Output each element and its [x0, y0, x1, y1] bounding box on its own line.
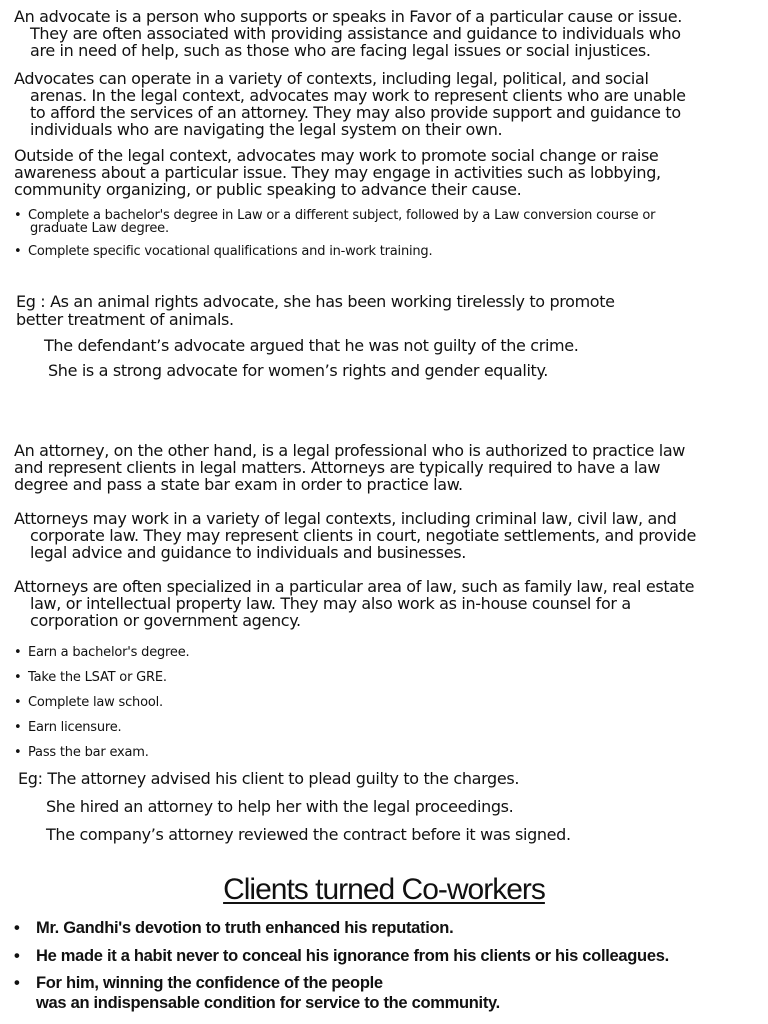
- bullet-text: Take the LSAT or GRE.: [28, 670, 167, 685]
- clients-bullet-3: [14, 973, 764, 1013]
- advocate-example-1-continued: better treatment of animals.: [16, 310, 234, 329]
- advocate-paragraph-1: [14, 8, 754, 59]
- advocate-example-2: The defendant’s advocate argued that he was not guilty of the crime.: [44, 336, 579, 355]
- bullet-text: Complete law school.: [28, 695, 163, 710]
- text-line: legal advice and guidance to individuals and businesses.: [30, 543, 466, 562]
- bullet-dot: •: [14, 244, 22, 259]
- attorney-example-3: The company’s attorney reviewed the contract before it was signed.: [46, 825, 571, 844]
- text-line: law, or intellectual property law. They may also work as in-house counsel for a: [30, 594, 631, 613]
- text-line: to afford the services of an attorney. They may also provide support and guidance to: [30, 103, 681, 122]
- bullet-dot: •: [14, 670, 22, 685]
- bullet-dot: •: [14, 745, 22, 760]
- text-line: awareness about a particular issue. They may engage in activities such as lobbying,: [14, 163, 661, 182]
- text-line: Attorneys are often specialized in a particular area of law, such as family law, real estate: [14, 577, 695, 596]
- bullet-text: Complete specific vocational qualifications and in-work training.: [28, 244, 433, 259]
- text-line: They are often associated with providing assistance and guidance to individuals who: [30, 24, 681, 43]
- bullet-text: graduate Law degree.: [30, 221, 169, 236]
- bullet-text: Complete a bachelor's degree in Law or a different subject, followed by a Law conversion course or: [28, 208, 656, 223]
- bullet-dot: •: [14, 919, 20, 937]
- text-line: Attorneys may work in a variety of legal contexts, including criminal law, civil law, and: [14, 509, 677, 528]
- bullet-text: For him, winning the confidence of the people: [36, 974, 383, 992]
- attorney-bullet-3: [14, 696, 754, 709]
- attorney-bullet-1: [14, 646, 754, 659]
- attorney-paragraph-2: [14, 510, 754, 561]
- bullet-text: Mr. Gandhi's devotion to truth enhanced his reputation.: [36, 919, 454, 937]
- text-line: corporate law. They may represent clients in court, negotiate settlements, and provide: [30, 526, 696, 545]
- attorney-bullet-4: [14, 721, 754, 734]
- text-line: corporation or government agency.: [30, 611, 301, 630]
- bullet-dot: •: [14, 645, 22, 660]
- attorney-paragraph-1: [14, 442, 754, 493]
- clients-bullet-1: [14, 918, 764, 938]
- bullet-text: Pass the bar exam.: [28, 745, 149, 760]
- attorney-bullet-2: [14, 671, 754, 684]
- text-line: Advocates can operate in a variety of contexts, including legal, political, and social: [14, 69, 649, 88]
- text-line: and represent clients in legal matters. Attorneys are typically required to have a law: [14, 458, 661, 477]
- advocate-paragraph-2: [14, 70, 754, 138]
- attorney-paragraph-3: [14, 578, 754, 629]
- bullet-text: He made it a habit never to conceal his ignorance from his clients or his colleagues.: [36, 947, 669, 965]
- text-line: are in need of help, such as those who are facing legal issues or social injustices.: [30, 41, 651, 60]
- advocate-example-1: Eg : As an animal rights advocate, she has been working tirelessly to promote: [16, 292, 615, 311]
- bullet-dot: •: [14, 695, 22, 710]
- text-line: arenas. In the legal context, advocates may work to represent clients who are unable: [30, 86, 686, 105]
- text-line: An advocate is a person who supports or speaks in Favor of a particular cause or issue.: [14, 7, 682, 26]
- bullet-dot: •: [14, 208, 22, 223]
- attorney-example-2: She hired an attorney to help her with the legal proceedings.: [46, 797, 514, 816]
- bullet-text: Earn licensure.: [28, 720, 122, 735]
- bullet-dot: •: [14, 974, 20, 992]
- section-heading: Clients turned Co-workers: [223, 873, 545, 906]
- text-line: An attorney, on the other hand, is a legal professional who is authorized to practice law: [14, 441, 686, 460]
- advocate-bullet-1: [14, 209, 754, 235]
- bullet-text: was an indispensable condition for service to the community.: [36, 994, 500, 1012]
- text-line: degree and pass a state bar exam in order to practice law.: [14, 475, 463, 494]
- text-line: individuals who are navigating the legal system on their own.: [30, 120, 503, 139]
- advocate-bullet-2: [14, 245, 754, 258]
- attorney-bullet-5: [14, 746, 754, 759]
- attorney-example-1: Eg: The attorney advised his client to plead guilty to the charges.: [18, 769, 520, 788]
- bullet-dot: •: [14, 720, 22, 735]
- advocate-example-3: She is a strong advocate for women’s rights and gender equality.: [48, 361, 549, 380]
- bullet-dot: •: [14, 947, 20, 965]
- bullet-text: Earn a bachelor's degree.: [28, 645, 190, 660]
- text-line: community organizing, or public speaking to advance their cause.: [14, 180, 522, 199]
- text-line: Outside of the legal context, advocates may work to promote social change or raise: [14, 146, 659, 165]
- advocate-paragraph-3: [14, 147, 754, 198]
- clients-bullet-2: [14, 946, 764, 966]
